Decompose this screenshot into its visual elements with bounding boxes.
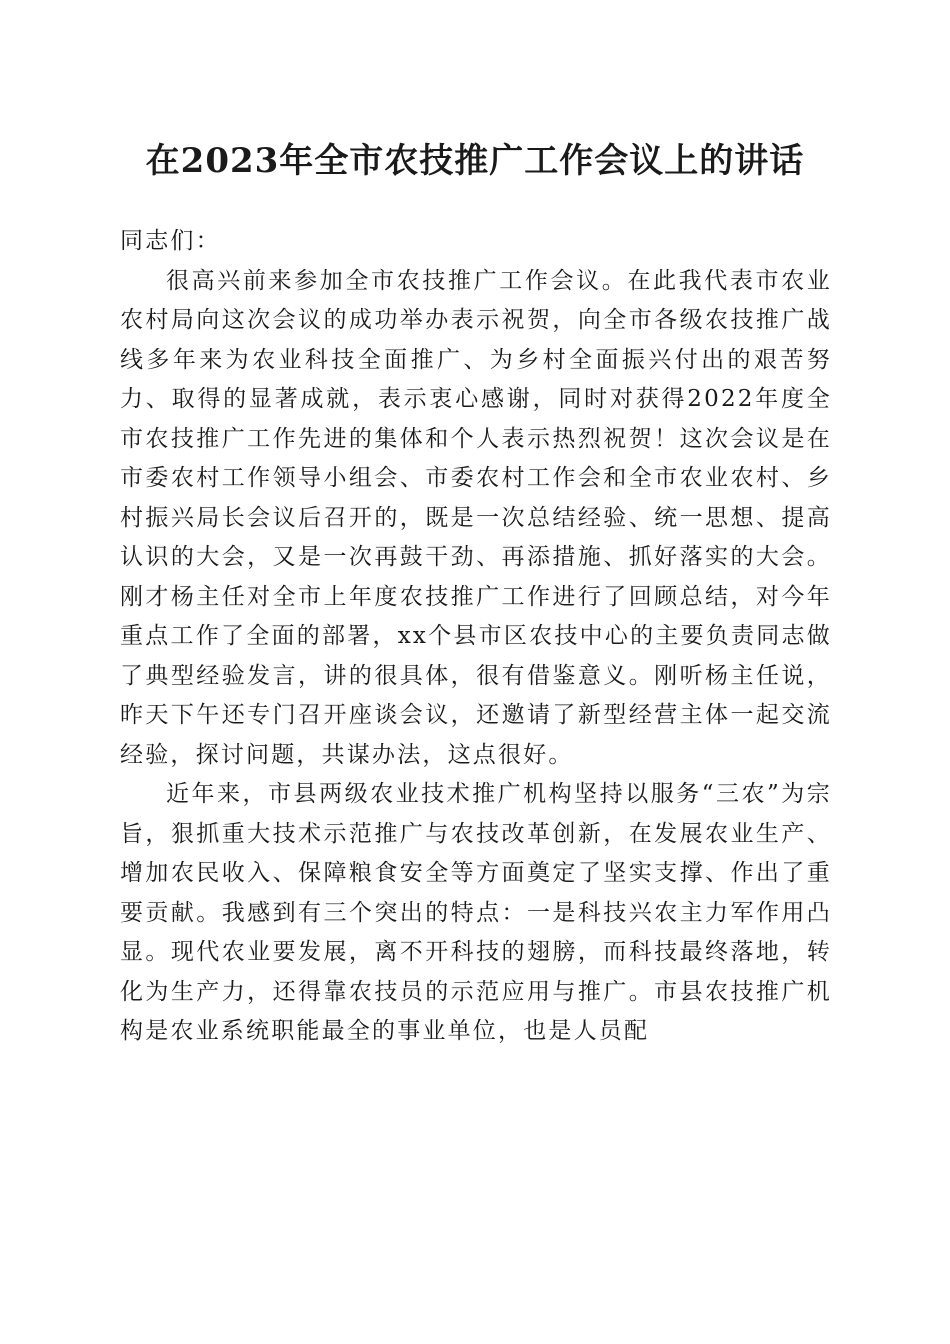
paragraph-1: 很高兴前来参加全市农技推广工作会议。在此我代表市农业农村局向这次会议的成功举办表示祝贺，向全市各级农技推广战线多年来为农业科技全面推广、为乡村全面振兴付出的艰苦努力、取得的显著成就，表示衷心感谢，同时对获得2022年度全市农技推广工作先进的集体和个人表示热烈祝贺！这次会议是在市委农村工作领导小组会、市委农村工作会和全市农业农村、乡村振兴局长会议后召开的，既是一次总结经验、统一思想、提高认识的大会，又是一次再鼓干劲、再添措施、抓好落实的大会。刚才杨主任对全市上年度农技推广工作进行了回顾总结，对今年重点工作了全面的部署，xx个县市区农技中心的主要负责同志做了典型经验发言，讲的很具体，很有借鉴意义。刚听杨主任说，昨天下午还专门召开座谈会议，还邀请了新型经营主体一起交流经验，探讨问题，共谋办法，这点很好。 bbox=[120, 267, 832, 768]
document-body bbox=[120, 222, 832, 1052]
document-title: 在2023年全市农技推广工作会议上的讲话 bbox=[145, 141, 805, 181]
salutation: 同志们： bbox=[120, 228, 221, 254]
paragraph-2: 近年来，市县两级农业技术推广机构坚持以服务“三农”为宗旨，狠抓重大技术示范推广与农技改革创新，在发展农业生产、增加农民收入、保障粮食安全等方面奠定了坚实支撑、作出了重要贡献。我感到有三个突出的特点：一是科技兴农主力军作用凸显。现代农业要发展，离不开科技的翅膀，而科技最终落地，转化为生产力，还得靠农技员的示范应用与推广。市县农技推广机构是农业系统职能最全的事业单位，也是人员配 bbox=[120, 781, 832, 1044]
